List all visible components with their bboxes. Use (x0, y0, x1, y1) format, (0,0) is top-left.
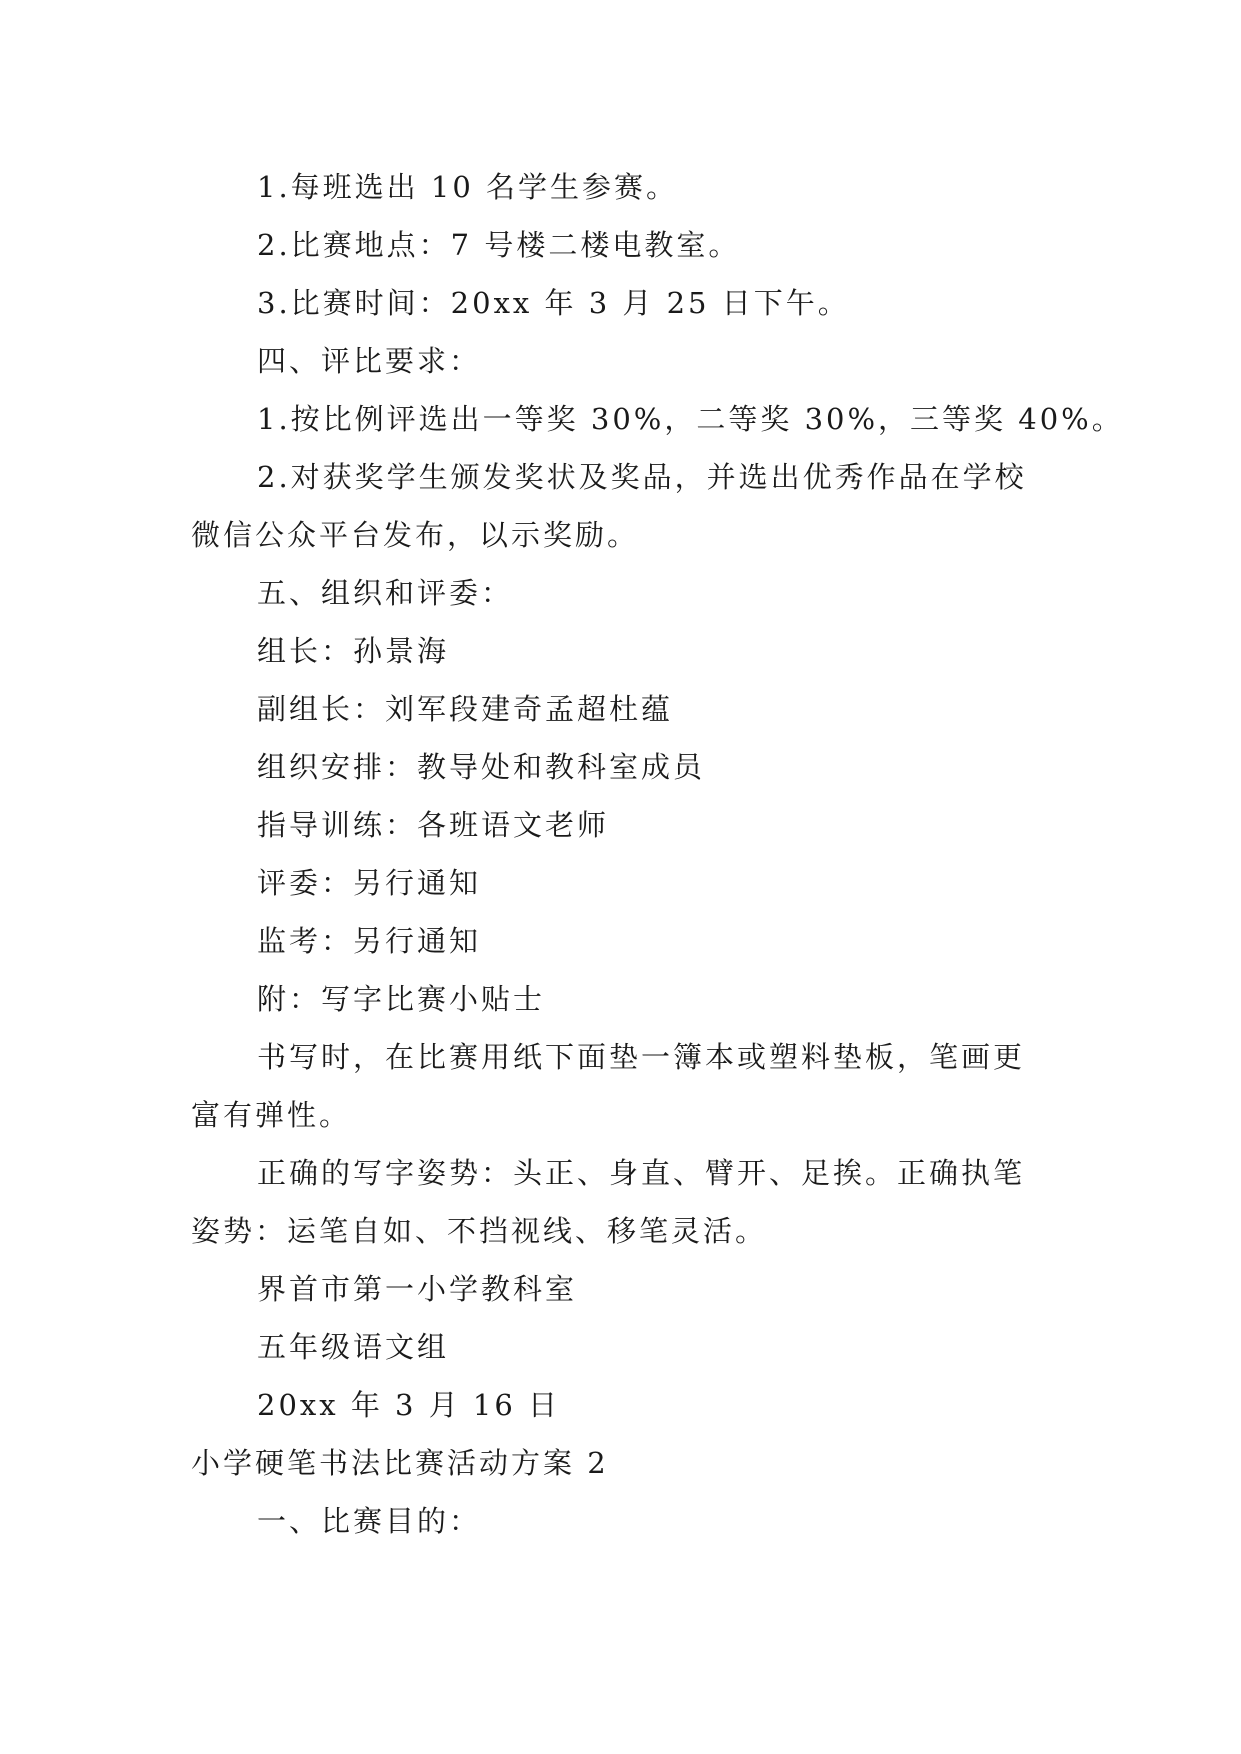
signature-group: 五年级语文组 (257, 1330, 450, 1364)
org-deputy-leader: 副组长：刘军段建奇孟超杜蕴 (257, 692, 674, 726)
org-leader: 组长：孙景海 (257, 634, 450, 668)
signature-school: 界首市第一小学教科室 (257, 1272, 578, 1306)
section-heading-organization: 五、组织和评委： (257, 576, 514, 610)
judging-ratio: 1.按比例评选出一等奖 30%，二等奖 30%，三等奖 40%。 (257, 402, 1124, 436)
tip-writing-cont: 富有弹性。 (191, 1098, 352, 1132)
appendix-heading: 附：写字比赛小贴士 (257, 982, 546, 1016)
org-arrangement: 组织安排：教导处和教科室成员 (257, 750, 706, 784)
section-heading-purpose: 一、比赛目的： (257, 1504, 482, 1538)
tip-posture: 正确的写字姿势：头正、身直、臂开、足挨。正确执笔 (257, 1156, 1026, 1190)
section-heading-judging: 四、评比要求： (257, 344, 482, 378)
tip-posture-cont: 姿势：运笔自如、不挡视线、移笔灵活。 (191, 1214, 768, 1248)
rule-participants: 1.每班选出 10 名学生参赛。 (257, 170, 679, 204)
tip-writing: 书写时，在比赛用纸下面垫一簿本或塑料垫板，笔画更 (257, 1040, 1026, 1074)
rule-location: 2.比赛地点：7 号楼二楼电教室。 (257, 228, 741, 262)
org-judges: 评委：另行通知 (257, 866, 482, 900)
org-proctor: 监考：另行通知 (257, 924, 482, 958)
document-title: 小学硬笔书法比赛活动方案 2 (191, 1446, 609, 1480)
signature-date: 20xx 年 3 月 16 日 (257, 1388, 561, 1422)
judging-awards: 2.对获奖学生颁发奖状及奖品，并选出优秀作品在学校 (257, 460, 1027, 494)
org-training: 指导训练：各班语文老师 (257, 808, 610, 842)
rule-time: 3.比赛时间：20xx 年 3 月 25 日下午。 (257, 286, 850, 320)
judging-awards-cont: 微信公众平台发布，以示奖励。 (191, 518, 640, 552)
